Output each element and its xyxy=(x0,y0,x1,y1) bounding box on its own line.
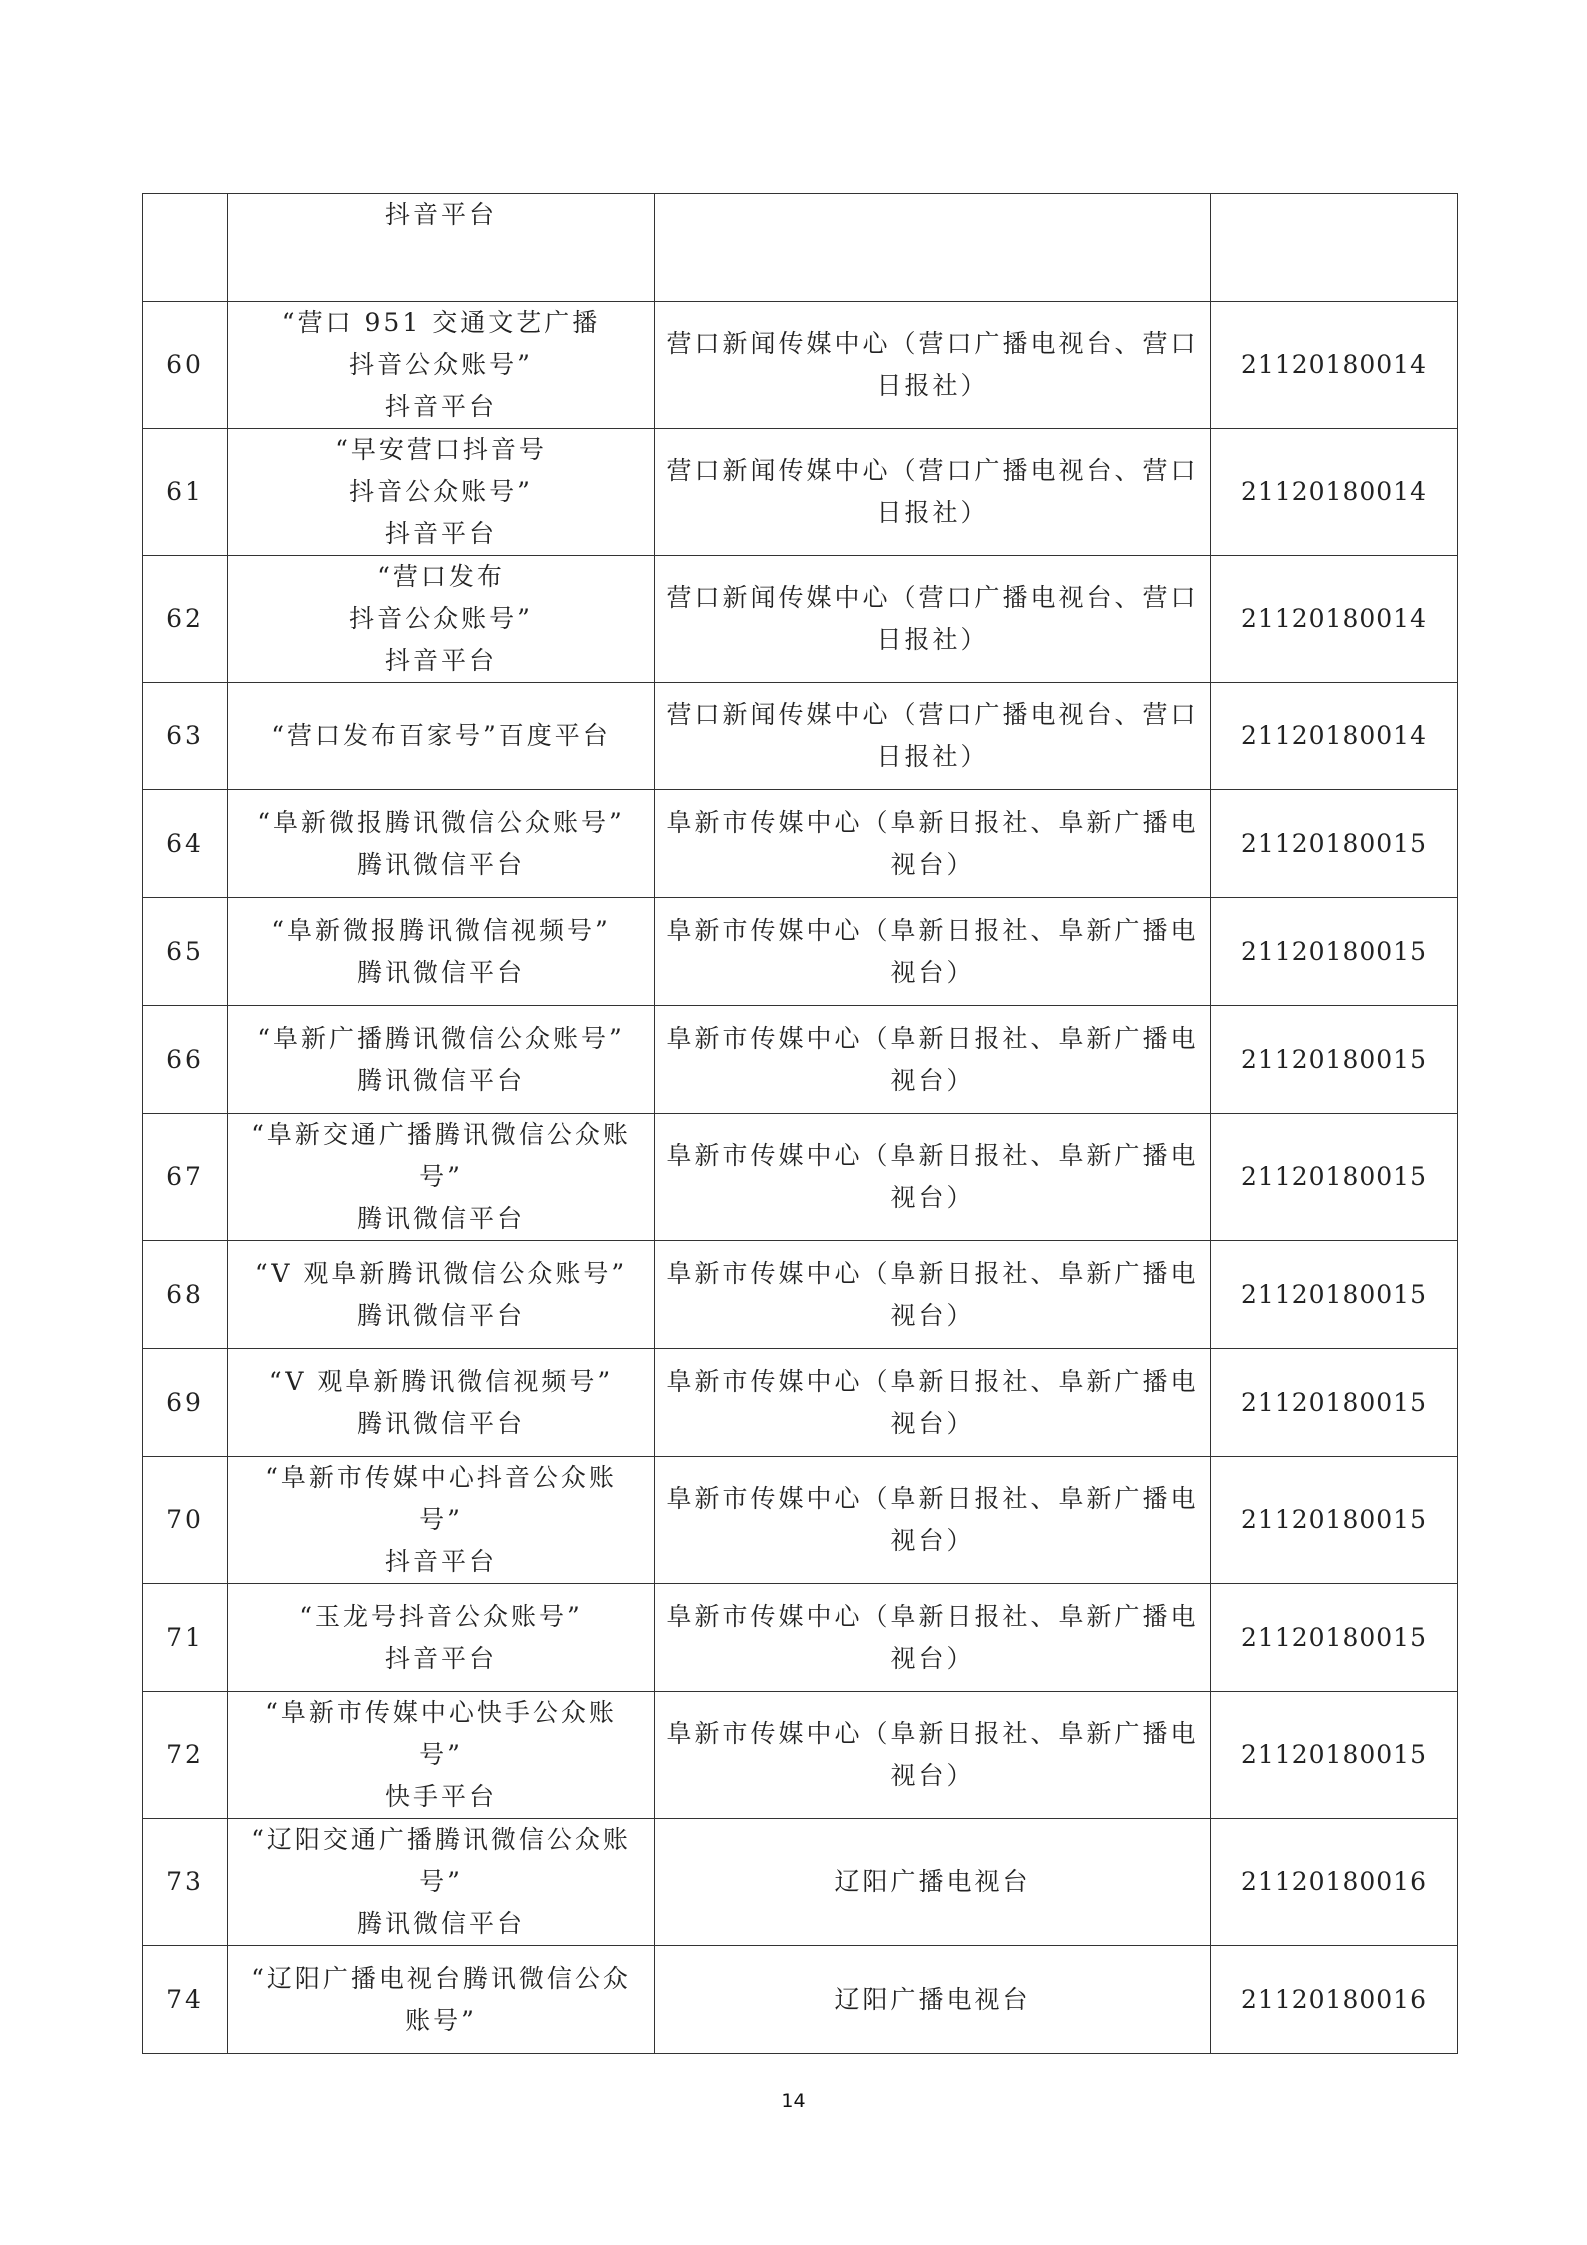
row-number: 74 xyxy=(166,1984,204,2014)
operator-line: 日报社） xyxy=(876,498,989,527)
operator-line: 视台） xyxy=(890,1300,975,1330)
license-code: 21120180014 xyxy=(1241,477,1427,506)
account-name-line: “营口 951 交通文艺广播 xyxy=(281,308,601,337)
row-number-cell xyxy=(143,1946,228,2054)
row-number-cell xyxy=(143,429,228,556)
row-number: 69 xyxy=(166,1387,204,1417)
operator-cell xyxy=(655,556,1211,683)
row-number: 68 xyxy=(166,1279,204,1309)
operator-line: 营口新闻传媒中心（营口广播电视台、营口 xyxy=(666,583,1199,612)
license-code-cell xyxy=(1211,194,1458,302)
row-number-cell xyxy=(143,1349,228,1457)
license-code-cell xyxy=(1211,556,1458,683)
license-code: 21120180016 xyxy=(1241,1984,1427,2014)
operator-line: 阜新市传媒中心（阜新日报社、阜新广播电 xyxy=(666,915,1199,945)
license-code-cell xyxy=(1211,1946,1458,2054)
license-code-cell xyxy=(1211,1006,1458,1114)
operator-line: 辽阳广播电视台 xyxy=(834,1984,1031,2014)
license-code-cell xyxy=(1211,1349,1458,1457)
registry-table-body xyxy=(143,194,1458,2054)
row-number: 60 xyxy=(166,350,204,379)
account-name-cell xyxy=(228,1819,655,1946)
account-name-cell xyxy=(228,1114,655,1241)
operator-line: 视台） xyxy=(890,1408,975,1438)
license-code-cell xyxy=(1211,1584,1458,1692)
account-name-cell xyxy=(228,1006,655,1114)
operator-line: 视台） xyxy=(890,1183,975,1212)
table-row xyxy=(143,1349,1458,1457)
account-name-line: 腾讯微信平台 xyxy=(356,1204,525,1233)
account-name-line: 腾讯微信平台 xyxy=(356,1909,525,1938)
operator-cell xyxy=(655,1241,1211,1349)
account-name-cell xyxy=(228,1241,655,1349)
operator-line: 日报社） xyxy=(876,742,989,771)
row-number-cell xyxy=(143,1114,228,1241)
operator-cell xyxy=(655,194,1211,302)
license-code: 21120180015 xyxy=(1241,1162,1427,1191)
account-name-line: 抖音平台 xyxy=(384,1643,497,1673)
account-name-line: 抖音公众账号” xyxy=(349,477,533,506)
operator-line: 阜新市传媒中心（阜新日报社、阜新广播电 xyxy=(666,1719,1199,1748)
row-number: 64 xyxy=(166,828,204,858)
account-name-line: “V 观阜新腾讯微信视频号” xyxy=(268,1366,614,1396)
account-name-line: 抖音平台 xyxy=(384,200,497,229)
operator-line: 辽阳广播电视台 xyxy=(834,1867,1031,1896)
account-name-line: 抖音平台 xyxy=(384,392,497,421)
license-code-cell xyxy=(1211,429,1458,556)
account-name-cell xyxy=(228,683,655,790)
operator-line: 视台） xyxy=(890,957,975,987)
account-name-line: 腾讯微信平台 xyxy=(356,1300,525,1330)
operator-cell xyxy=(655,1457,1211,1584)
operator-cell xyxy=(655,1946,1211,2054)
operator-line: 视台） xyxy=(890,849,975,879)
license-code-cell xyxy=(1211,1114,1458,1241)
license-code: 21120180015 xyxy=(1241,936,1427,966)
account-name-cell xyxy=(228,556,655,683)
operator-cell xyxy=(655,1114,1211,1241)
table-row xyxy=(143,1241,1458,1349)
account-name-line: 抖音平台 xyxy=(384,646,497,675)
table-row xyxy=(143,1457,1458,1584)
account-name-line: “辽阳广播电视台腾讯微信公众 xyxy=(251,1963,631,1993)
account-name-cell xyxy=(228,1584,655,1692)
account-name-line: 腾讯微信平台 xyxy=(356,1065,525,1095)
account-name-line: 号” xyxy=(419,1162,463,1191)
license-code-cell xyxy=(1211,683,1458,790)
row-number: 72 xyxy=(166,1740,204,1769)
license-code: 21120180016 xyxy=(1241,1867,1427,1896)
row-number: 70 xyxy=(166,1505,204,1534)
row-number-cell xyxy=(143,302,228,429)
account-name-line: 腾讯微信平台 xyxy=(356,957,525,987)
account-name-cell xyxy=(228,790,655,898)
license-code-cell xyxy=(1211,1819,1458,1946)
account-name-cell xyxy=(228,302,655,429)
row-number-cell xyxy=(143,790,228,898)
operator-line: 营口新闻传媒中心（营口广播电视台、营口 xyxy=(666,329,1199,358)
operator-line: 营口新闻传媒中心（营口广播电视台、营口 xyxy=(666,700,1199,729)
row-number: 61 xyxy=(166,477,204,506)
license-code: 21120180015 xyxy=(1241,1044,1427,1074)
operator-line: 视台） xyxy=(890,1761,975,1790)
license-code-cell xyxy=(1211,1457,1458,1584)
row-number: 65 xyxy=(166,936,204,966)
license-code: 21120180015 xyxy=(1241,1505,1427,1534)
account-name-line: “阜新市传媒中心抖音公众账 xyxy=(265,1463,617,1492)
table-row xyxy=(143,1946,1458,2054)
operator-cell xyxy=(655,429,1211,556)
account-name-line: “辽阳交通广播腾讯微信公众账 xyxy=(251,1825,631,1854)
operator-cell xyxy=(655,1006,1211,1114)
account-name-cell xyxy=(228,1349,655,1457)
row-number-cell xyxy=(143,683,228,790)
account-name-line: “阜新交通广播腾讯微信公众账 xyxy=(251,1120,631,1149)
license-code: 21120180014 xyxy=(1241,721,1427,750)
registry-table xyxy=(142,193,1458,2054)
table-row xyxy=(143,1584,1458,1692)
account-name-line: 抖音公众账号” xyxy=(349,350,533,379)
row-number: 71 xyxy=(166,1622,204,1652)
account-name-line: 腾讯微信平台 xyxy=(356,849,525,879)
operator-line: 阜新市传媒中心（阜新日报社、阜新广播电 xyxy=(666,1141,1199,1170)
row-number: 67 xyxy=(166,1162,204,1191)
table-row xyxy=(143,683,1458,790)
row-number-cell xyxy=(143,1006,228,1114)
operator-cell xyxy=(655,1584,1211,1692)
license-code: 21120180015 xyxy=(1241,828,1427,858)
license-code: 21120180015 xyxy=(1241,1740,1427,1769)
row-number-cell xyxy=(143,1819,228,1946)
operator-line: 阜新市传媒中心（阜新日报社、阜新广播电 xyxy=(666,1366,1199,1396)
operator-line: 视台） xyxy=(890,1643,975,1673)
license-code-cell xyxy=(1211,1692,1458,1819)
operator-line: 视台） xyxy=(890,1065,975,1095)
account-name-line: “营口发布百家号”百度平台 xyxy=(271,721,611,750)
operator-cell xyxy=(655,1349,1211,1457)
operator-line: 营口新闻传媒中心（营口广播电视台、营口 xyxy=(666,456,1199,485)
operator-line: 日报社） xyxy=(876,371,989,400)
table-row xyxy=(143,556,1458,683)
account-name-cell xyxy=(228,1692,655,1819)
table-row xyxy=(143,898,1458,1006)
account-name-line: 抖音平台 xyxy=(384,1547,497,1576)
account-name-line: 腾讯微信平台 xyxy=(356,1408,525,1438)
row-number-cell xyxy=(143,1241,228,1349)
row-number-cell xyxy=(143,1692,228,1819)
account-name-line: 抖音平台 xyxy=(384,519,497,548)
license-code: 21120180014 xyxy=(1241,604,1427,633)
row-number-cell xyxy=(143,194,228,302)
row-number-cell xyxy=(143,898,228,1006)
operator-line: 日报社） xyxy=(876,625,989,654)
operator-cell xyxy=(655,1692,1211,1819)
operator-line: 阜新市传媒中心（阜新日报社、阜新广播电 xyxy=(666,1023,1199,1053)
account-name-line: “玉龙号抖音公众账号” xyxy=(299,1601,583,1631)
table-row xyxy=(143,790,1458,898)
account-name-line: “早安营口抖音号 xyxy=(335,435,547,464)
account-name-line: “营口发布 xyxy=(377,562,505,591)
table-row xyxy=(143,302,1458,429)
operator-cell xyxy=(655,898,1211,1006)
operator-line: 阜新市传媒中心（阜新日报社、阜新广播电 xyxy=(666,1601,1199,1631)
account-name-cell xyxy=(228,194,655,302)
account-name-line: “阜新市传媒中心快手公众账 xyxy=(265,1698,617,1727)
license-code-cell xyxy=(1211,1241,1458,1349)
account-name-cell xyxy=(228,429,655,556)
account-name-cell xyxy=(228,898,655,1006)
account-name-line: “阜新微报腾讯微信视频号” xyxy=(271,915,611,945)
table-row xyxy=(143,1819,1458,1946)
license-code-cell xyxy=(1211,790,1458,898)
table-row xyxy=(143,1114,1458,1241)
account-name-cell xyxy=(228,1946,655,2054)
row-number: 63 xyxy=(166,721,204,750)
license-code-cell xyxy=(1211,898,1458,1006)
page-number: 14 xyxy=(781,2090,806,2112)
row-number-cell xyxy=(143,1584,228,1692)
row-number-cell xyxy=(143,1457,228,1584)
account-name-line: 号” xyxy=(419,1505,463,1534)
operator-line: 阜新市传媒中心（阜新日报社、阜新广播电 xyxy=(666,1484,1199,1513)
account-name-line: “V 观阜新腾讯微信公众账号” xyxy=(254,1258,628,1288)
account-name-line: 快手平台 xyxy=(384,1782,497,1811)
account-name-cell xyxy=(228,1457,655,1584)
table-row xyxy=(143,194,1458,302)
row-number-cell xyxy=(143,556,228,683)
operator-cell xyxy=(655,790,1211,898)
license-code-cell xyxy=(1211,302,1458,429)
row-number: 73 xyxy=(166,1867,204,1896)
license-code: 21120180014 xyxy=(1241,350,1427,379)
table-row xyxy=(143,1692,1458,1819)
account-name-line: 号” xyxy=(419,1867,463,1896)
account-name-line: 抖音公众账号” xyxy=(349,604,533,633)
license-code: 21120180015 xyxy=(1241,1279,1427,1309)
operator-cell xyxy=(655,683,1211,790)
license-code: 21120180015 xyxy=(1241,1622,1427,1652)
operator-cell xyxy=(655,302,1211,429)
operator-line: 阜新市传媒中心（阜新日报社、阜新广播电 xyxy=(666,1258,1199,1288)
row-number: 62 xyxy=(166,604,204,633)
license-code: 21120180015 xyxy=(1241,1387,1427,1417)
table-row xyxy=(143,1006,1458,1114)
account-name-line: 号” xyxy=(419,1740,463,1769)
row-number: 66 xyxy=(166,1044,204,1074)
account-name-line: 账号” xyxy=(405,2005,477,2035)
operator-line: 视台） xyxy=(890,1526,975,1555)
account-name-line: “阜新广播腾讯微信公众账号” xyxy=(257,1023,625,1053)
operator-cell xyxy=(655,1819,1211,1946)
account-name-line: “阜新微报腾讯微信公众账号” xyxy=(257,807,625,837)
operator-line: 阜新市传媒中心（阜新日报社、阜新广播电 xyxy=(666,807,1199,837)
table-row xyxy=(143,429,1458,556)
